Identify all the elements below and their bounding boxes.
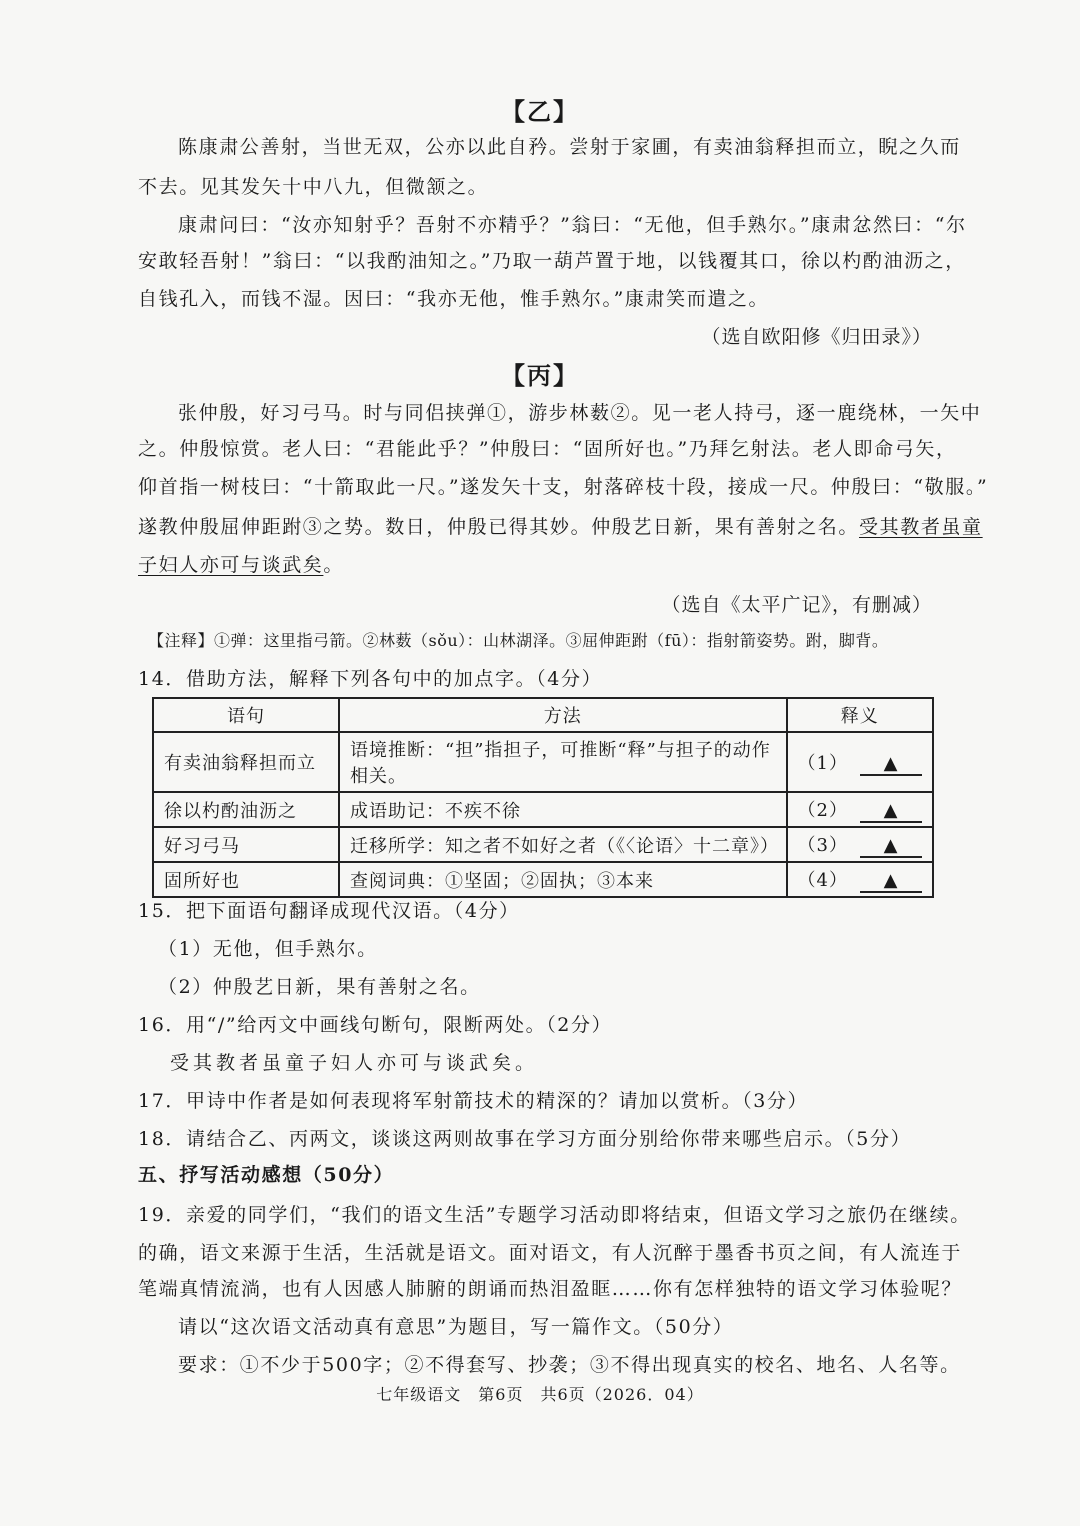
table-header-row [153,698,933,732]
section-5-heading: 五、抒写活动感想（50分） [138,1164,395,1186]
question-15-item-1: （1）无他，但手熟尔。 [158,938,378,960]
question-14-table [152,697,934,898]
underlined-sentence-end: 。 [323,554,345,576]
question-15-item-2: （2）仲殷艺日新，果有善射之名。 [158,976,481,998]
page-footer: 七年级语文 第6页 共6页（2026．04） [376,1385,704,1404]
passage-yi-line-2: 不去。见其发矢十中八九，但微颔之。 [138,176,489,198]
answer-number: （2） [797,800,848,821]
passage-bing-line-1: 张仲殷，好习弓马。时与同侣挟弹①，游步林薮②。见一老人持弓，逐一鹿绕林，一矢中 [178,402,982,424]
table-cell-sentence: 好习弓马 [153,827,339,862]
table-header-meaning: 释义 [787,698,933,732]
passage-yi-line-5: 自钱孔入，而钱不湿。因曰：“我亦无他，惟手熟尔。”康肃笑而遣之。 [138,288,770,310]
question-19-line-3: 笔端真情流淌，也有人因感人肺腑的朗诵而热泪盈眶……你有怎样独特的语文学习体验呢？ [138,1278,963,1300]
underlined-sentence-part-2: 子妇人亦可与谈武矣 [138,554,324,576]
answer-cell-3[interactable] [787,827,933,862]
passage-yi-line-4: 安敢轻吾射！”翁曰：“以我酌油知之。”乃取一葫芦置于地，以钱覆其口，徐以杓酌油沥之， [138,250,966,272]
table-header-method: 方法 [339,698,787,732]
annotation-note: 【注释】①弹：这里指弓箭。②林薮（sǒu）：山林湖泽。③屈伸距跗（fū）：指射箭姿势。跗，脚背。 [148,631,889,650]
answer-number: （3） [797,835,848,856]
question-19-requirements: 要求：①不少于500字；②不得套写、抄袭；③不得出现真实的校名、地名、人名等。 [178,1354,961,1376]
passage-bing-source: （选自《太平广记》，有删减） [661,594,932,616]
table-cell-sentence: 有卖油翁释担而立 [153,732,339,792]
question-16-prompt: 16．用“/”给丙文中画线句断句，限断两处。（2分） [138,1014,613,1036]
table-cell-sentence: 固所好也 [153,862,339,897]
question-19-task: 请以“这次语文活动真有意思”为题目，写一篇作文。（50分） [178,1316,734,1338]
passage-bing-line-3: 仰首指一树枝曰：“十箭取此一尺。”遂发矢十支，射落碎枝十段，接成一尺。仲殷曰：“敬服。” [138,476,989,498]
underlined-sentence-part-1: 受其教者虽童 [859,516,983,538]
question-19-line-1: 19．亲爱的同学们，“我们的语文生活”专题学习活动即将结束，但语文学习之旅仍在继续。 [138,1204,971,1226]
answer-cell-1[interactable] [787,732,933,792]
table-header-sentence: 语句 [153,698,339,732]
answer-blank-3[interactable]: ▲ [860,835,922,858]
answer-number: （1） [797,752,848,774]
table-cell-method: 迁移所学：知之者不如好之者（《〈论语〉十二章》） [339,827,787,862]
passage-yi-source: （选自欧阳修《归田录》） [701,326,932,348]
passage-yi-line-3: 康肃问曰：“汝亦知射乎？吾射不亦精乎？”翁曰：“无他，但手熟尔。”康肃忿然曰：“尔 [178,214,967,236]
passage-yi-line-1: 陈康肃公善射，当世无双，公亦以此自矜。尝射于家圃，有卖油翁释担而立，睨之久而 [178,136,961,158]
answer-blank-4[interactable]: ▲ [860,870,922,893]
table-row [153,862,933,897]
answer-number: （4） [797,870,848,891]
passage-bing-line-5 [138,550,344,577]
question-16-sentence: 受其教者虽童子妇人亦可与谈武矣。 [170,1052,539,1074]
question-18: 18．请结合乙、丙两文，谈谈这两则故事在学习方面分别给你带来哪些启示。（5分） [138,1128,912,1150]
table-row [153,827,933,862]
passage-bing-line-4-text: 遂教仲殷屈伸距跗③之势。数日，仲殷已得其妙。仲殷艺日新，果有善射之名。 [138,516,860,538]
passage-bing-heading: 【丙】 [501,361,579,390]
table-cell-sentence: 徐以杓酌油沥之 [153,792,339,827]
answer-blank-2[interactable]: ▲ [860,800,922,823]
table-cell-method: 成语助记：不疾不徐 [339,792,787,827]
question-17: 17．甲诗中作者是如何表现将军射箭技术的精深的？请加以赏析。（3分） [138,1090,809,1112]
answer-cell-2[interactable] [787,792,933,827]
table-cell-method: 语境推断：“担”指担子，可推断“释”与担子的动作相关。 [339,732,787,792]
table-cell-method: 查阅词典：①坚固；②固执；③本来 [339,862,787,897]
question-14-prompt: 14．借助方法，解释下列各句中的加点字。（4分） [138,668,603,690]
passage-bing-line-2: 之。仲殷惊赏。老人曰：“君能此乎？”仲殷曰：“固所好也。”乃拜乞射法。老人即命弓矢， [138,438,957,460]
answer-blank-1[interactable]: ▲ [860,753,922,776]
table-row [153,732,933,792]
table-row [153,792,933,827]
question-15-prompt: 15．把下面语句翻译成现代汉语。（4分） [138,900,520,922]
passage-yi-heading: 【乙】 [501,97,579,126]
passage-bing-line-4 [138,512,983,539]
answer-cell-4[interactable] [787,862,933,897]
question-19-line-2: 的确，语文来源于生活，生活就是语文。面对语文，有人沉醉于墨香书页之间，有人流连于 [138,1242,963,1264]
